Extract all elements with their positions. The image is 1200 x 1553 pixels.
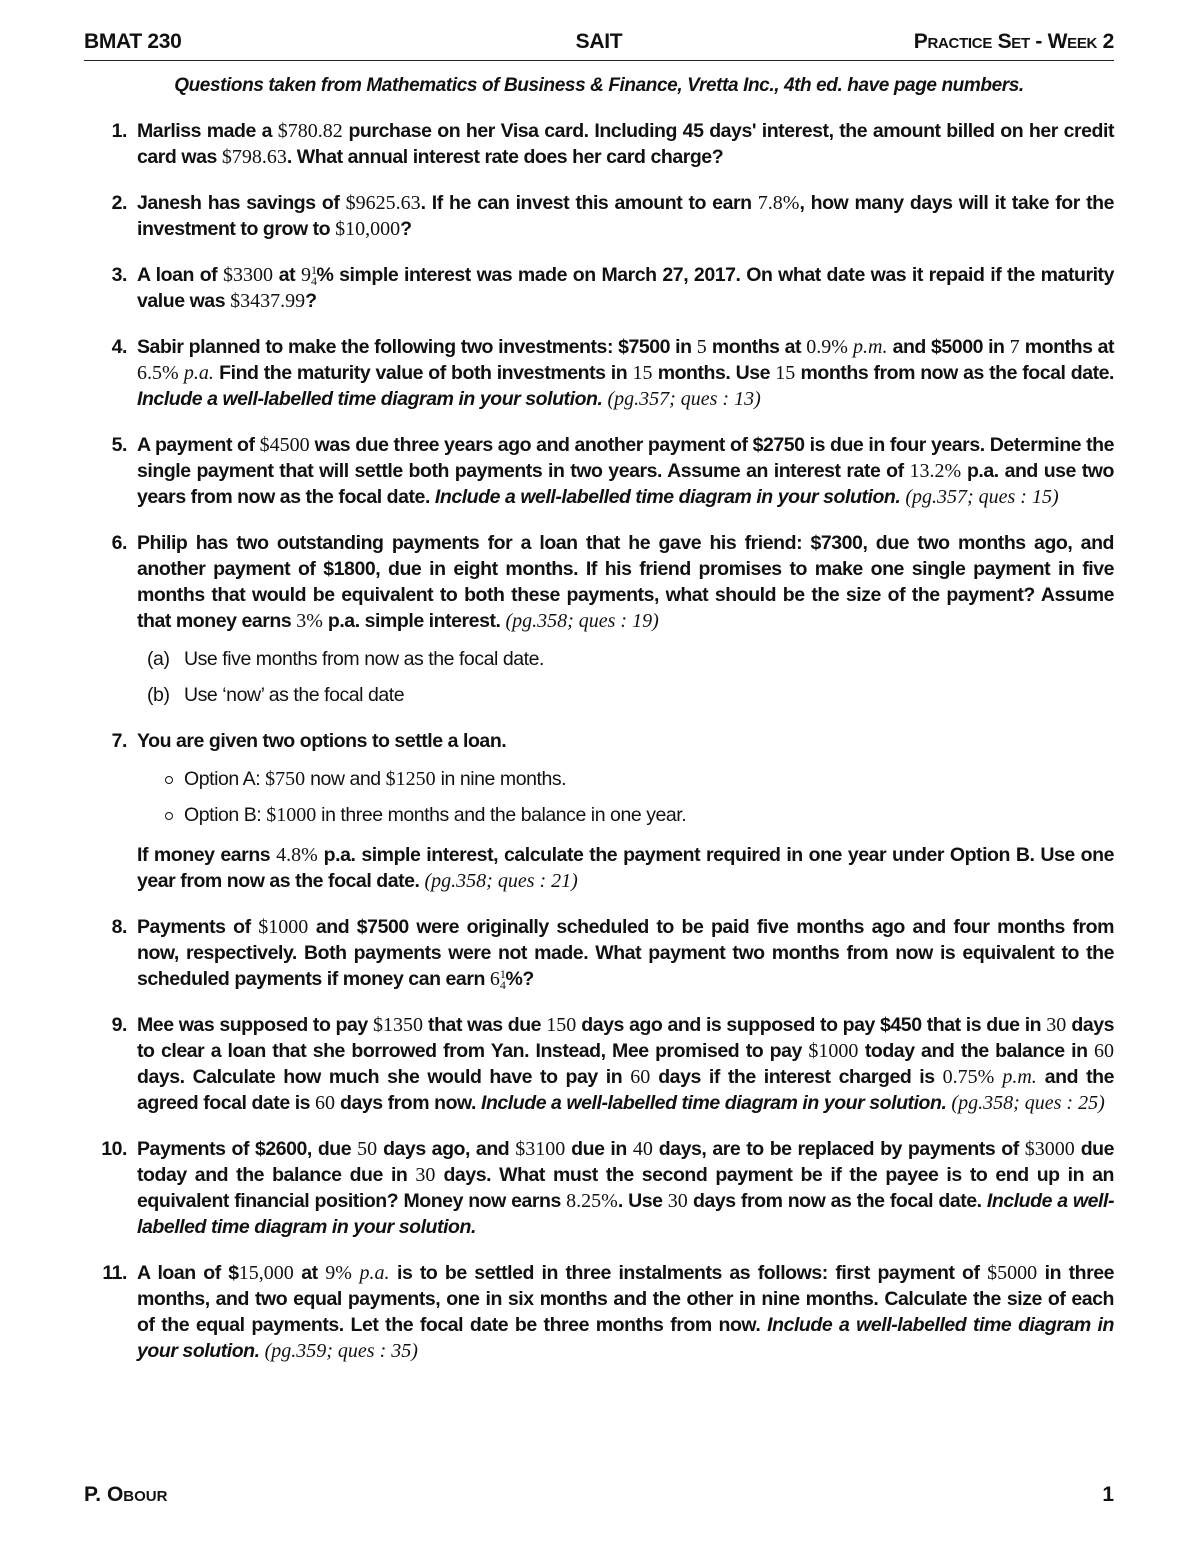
math-value: 60 bbox=[1094, 1040, 1114, 1062]
question-number: 11. bbox=[102, 1262, 127, 1284]
math-value: 15,000 bbox=[238, 1262, 294, 1284]
diagram-instruction: Include a well-labelled time diagram in your solution. bbox=[137, 388, 603, 410]
question-text: is to be settled in three instalments as follows: first payment of bbox=[389, 1262, 988, 1284]
subpart-b bbox=[137, 682, 1114, 708]
question-text: ? bbox=[400, 218, 412, 240]
question-text: Payments of $2600, due bbox=[137, 1138, 358, 1160]
math-value: 0.75% bbox=[942, 1066, 995, 1088]
math-value: 30 bbox=[415, 1164, 436, 1186]
question-text: p.a. simple interest. bbox=[322, 610, 506, 632]
subpart-a bbox=[137, 646, 1114, 672]
question-text: due today and the balance due in bbox=[137, 1138, 1115, 1186]
question-text: % simple interest was made on March 27, 2017. On what date was it repaid if the maturity value was bbox=[137, 264, 1114, 312]
question-text: If money earns bbox=[137, 844, 277, 866]
math-value: 9% bbox=[325, 1262, 352, 1284]
question-7 bbox=[84, 728, 1114, 894]
question-text: A payment of bbox=[137, 434, 260, 456]
fraction-numerator: 1 bbox=[499, 967, 506, 981]
bullet-circle-icon bbox=[165, 776, 173, 784]
option-text: Option B: bbox=[184, 804, 267, 826]
math-value: $3000 bbox=[1024, 1138, 1075, 1160]
math-value: 30 bbox=[1046, 1014, 1067, 1036]
diagram-instruction: Include a well-labelled time diagram in your solution. bbox=[480, 1092, 947, 1114]
question-number: 4. bbox=[111, 336, 127, 358]
question-text: p.a. simple interest, calculate the payment required in one year under Option B. Use one year from now as the focal date. bbox=[137, 844, 1114, 892]
question-list bbox=[84, 118, 1114, 1384]
question-text: Janesh has savings of bbox=[137, 192, 346, 214]
question-text: , how many days will it take for the investment to grow to bbox=[137, 192, 1114, 240]
math-value: 60 bbox=[315, 1092, 336, 1114]
math-value: 7 bbox=[1009, 336, 1020, 358]
math-value: $1250 bbox=[385, 768, 436, 790]
math-value: 6.5% bbox=[137, 362, 179, 384]
page-reference: (pg.358; ques : 25) bbox=[951, 1092, 1105, 1114]
math-value: $10,000 bbox=[335, 218, 401, 240]
question-text: today and the balance in bbox=[858, 1040, 1094, 1062]
question-11 bbox=[84, 1260, 1114, 1364]
fraction-numerator: 1 bbox=[310, 263, 317, 277]
page-footer bbox=[84, 1483, 1114, 1507]
question-number: 8. bbox=[111, 916, 127, 938]
question-text: days if the interest charged is bbox=[650, 1066, 943, 1088]
question-text: . If he can invest this amount to earn bbox=[420, 192, 758, 214]
math-value: 9 bbox=[300, 264, 311, 286]
option-list bbox=[137, 766, 1114, 828]
question-text: months at bbox=[706, 336, 807, 358]
math-value: $4500 bbox=[259, 434, 310, 456]
course-code: BMAT 230 bbox=[84, 30, 182, 53]
fraction-denominator: 4 bbox=[310, 274, 317, 288]
question-text: Mee was supposed to pay bbox=[137, 1014, 373, 1036]
source-note: Questions taken from Mathematics of Business & Finance, Vretta Inc., 4th ed. have page numbers. bbox=[174, 75, 1024, 96]
question-7-followup bbox=[137, 842, 1114, 894]
question-text: Find the maturity value of both investments in bbox=[213, 362, 633, 384]
question-6 bbox=[84, 530, 1114, 708]
question-text: months. Use bbox=[652, 362, 776, 384]
question-text: days from now as the focal date. bbox=[687, 1190, 987, 1212]
math-value: 150 bbox=[546, 1014, 577, 1036]
question-text: at bbox=[272, 264, 301, 286]
math-value: 50 bbox=[357, 1138, 378, 1160]
bullet-circle-icon bbox=[165, 812, 173, 820]
question-text: months at bbox=[1019, 336, 1115, 358]
question-text: purchase on her Visa card. Including 45 days' interest, the amount billed on her credit card was bbox=[137, 120, 1114, 168]
math-value: 15 bbox=[632, 362, 653, 384]
option-text: now and bbox=[305, 768, 386, 790]
option-text: Option A: bbox=[184, 768, 266, 790]
math-value: 8.25% bbox=[566, 1190, 618, 1212]
question-text: was due three years ago and another payment of $2750 is due in four years. Determine the single payment that will settle both payments in two years. Assume an interest rate of bbox=[137, 434, 1114, 482]
question-text: days ago and is supposed to pay $450 that is due in bbox=[576, 1014, 1047, 1036]
math-value: p.a. bbox=[359, 1262, 390, 1284]
diagram-instruction: Include a well-labelled time diagram in your solution. bbox=[137, 1190, 1115, 1238]
math-value: 13.2% bbox=[909, 460, 962, 482]
question-text: . What annual interest rate does her card charge? bbox=[286, 146, 724, 168]
page-number: 1 bbox=[1102, 1483, 1114, 1506]
math-value: 3% bbox=[296, 610, 323, 632]
question-text: and $5000 in bbox=[887, 336, 1010, 358]
math-value: $1000 bbox=[808, 1040, 859, 1062]
math-value: $9625.63 bbox=[345, 192, 421, 214]
diagram-instruction: Include a well-labelled time diagram in your solution. bbox=[434, 486, 901, 508]
question-text: You are given two options to settle a loan. bbox=[137, 730, 507, 752]
question-2 bbox=[84, 190, 1114, 242]
question-text: Marliss made a bbox=[137, 120, 278, 142]
option-a bbox=[137, 766, 1114, 792]
math-value: $5000 bbox=[987, 1262, 1038, 1284]
question-text: and the agreed focal date is bbox=[137, 1066, 1114, 1114]
question-10 bbox=[84, 1136, 1114, 1240]
math-value: $3100 bbox=[515, 1138, 566, 1160]
math-value: $798.63 bbox=[221, 146, 287, 168]
question-number: 3. bbox=[111, 264, 127, 286]
question-3 bbox=[84, 262, 1114, 314]
math-value: p.m. bbox=[853, 336, 888, 358]
question-4 bbox=[84, 334, 1114, 412]
math-value: 6 bbox=[489, 968, 500, 990]
math-value: $780.82 bbox=[277, 120, 343, 142]
question-number: 10. bbox=[101, 1138, 127, 1160]
subpart-text: Use five months from now as the focal date. bbox=[184, 648, 544, 670]
question-text: Payments of bbox=[137, 916, 259, 938]
math-value: 4.8% bbox=[276, 844, 318, 866]
question-text: %? bbox=[505, 968, 534, 990]
subpart-label: (a) bbox=[147, 648, 170, 670]
question-text: A loan of bbox=[137, 264, 223, 286]
math-value: $1000 bbox=[258, 916, 309, 938]
math-value: p.m. bbox=[1002, 1066, 1037, 1088]
math-value: $750 bbox=[265, 768, 306, 790]
math-value: $1350 bbox=[372, 1014, 423, 1036]
math-value: 30 bbox=[667, 1190, 688, 1212]
question-text: A loan of $ bbox=[137, 1262, 239, 1284]
math-value: $1000 bbox=[266, 804, 317, 826]
page-header bbox=[84, 30, 1114, 61]
math-value: 40 bbox=[632, 1138, 653, 1160]
page-reference: (pg.358; ques : 19) bbox=[505, 610, 659, 632]
diagram-instruction: Include a well-labelled time diagram in your solution. bbox=[137, 1314, 1114, 1362]
question-number: 6. bbox=[111, 532, 127, 554]
subpart-text: Use ‘now’ as the focal date bbox=[184, 684, 405, 706]
question-number: 2. bbox=[111, 192, 127, 214]
question-text: days, are to be replaced by payments of bbox=[652, 1138, 1025, 1160]
question-number: 5. bbox=[111, 434, 127, 456]
math-value: 5 bbox=[696, 336, 707, 358]
math-value: p.a. bbox=[183, 362, 214, 384]
set-title: Practice Set - Week 2 bbox=[913, 30, 1114, 53]
math-value: $3300 bbox=[222, 264, 273, 286]
question-text: p.a. and use two years from now as the focal date. bbox=[137, 460, 1114, 508]
question-number: 1. bbox=[111, 120, 127, 142]
page-reference: (pg.359; ques : 35) bbox=[264, 1340, 418, 1362]
page-reference: (pg.358; ques : 21) bbox=[424, 870, 578, 892]
institution-name: SAIT bbox=[575, 30, 623, 53]
subpart-list bbox=[137, 646, 1114, 708]
question-text: days ago, and bbox=[377, 1138, 516, 1160]
question-text: days. Calculate how much she would have to pay in bbox=[137, 1066, 631, 1088]
question-text: . Use bbox=[617, 1190, 668, 1212]
question-8 bbox=[84, 914, 1114, 992]
question-text: days from now. bbox=[335, 1092, 481, 1114]
author-name: P. Obour bbox=[84, 1483, 168, 1506]
question-number: 7. bbox=[111, 730, 127, 752]
math-value: 15 bbox=[775, 362, 796, 384]
question-text: in three months, and two equal payments, one in six months and the other in nine months. Calculate the size of each of the equal payments. Let the focal date be three months from now. bbox=[137, 1262, 1115, 1336]
question-text: Philip has two outstanding payments for a loan that he gave his friend: $7300, due two months ago, and another payment of $1800, due in eight months. If his friend promises to make one single payment in five months that would be equivalent to both these payments, what should be the size of the payment? Assume that money earns bbox=[137, 532, 1114, 632]
math-value: $3437.99 bbox=[230, 290, 306, 312]
option-text: in nine months. bbox=[435, 768, 567, 790]
math-value: 60 bbox=[630, 1066, 651, 1088]
math-value: 0.9% bbox=[806, 336, 848, 358]
question-9 bbox=[84, 1012, 1114, 1116]
page-reference: (pg.357; ques : 13) bbox=[607, 388, 761, 410]
fraction-denominator: 4 bbox=[499, 978, 506, 992]
question-5 bbox=[84, 432, 1114, 510]
question-text: that was due bbox=[422, 1014, 547, 1036]
question-text: Sabir planned to make the following two investments: $7500 in bbox=[137, 336, 697, 358]
question-text: months from now as the focal date. bbox=[795, 362, 1115, 384]
question-text: and $7500 were originally scheduled to be paid five months ago and four months from now, respectively. Both payments were not made. What payment two months from now is equivalent to the scheduled payments if money can earn bbox=[137, 916, 1114, 990]
question-1 bbox=[84, 118, 1114, 170]
math-value: 7.8% bbox=[757, 192, 800, 214]
page-reference: (pg.357; ques : 15) bbox=[905, 486, 1059, 508]
question-text: days to clear a loan that she borrowed from Yan. Instead, Mee promised to pay bbox=[137, 1014, 1115, 1062]
question-text: at bbox=[293, 1262, 326, 1284]
question-text: days. What must the second payment be if the payee is to end up in an equivalent financial position? Money now earns bbox=[137, 1164, 1114, 1212]
question-text: due in bbox=[565, 1138, 633, 1160]
question-text: ? bbox=[305, 290, 317, 312]
question-number: 9. bbox=[111, 1014, 127, 1036]
option-text: in three months and the balance in one year. bbox=[316, 804, 687, 826]
option-b bbox=[137, 802, 1114, 828]
subpart-label: (b) bbox=[147, 684, 170, 706]
